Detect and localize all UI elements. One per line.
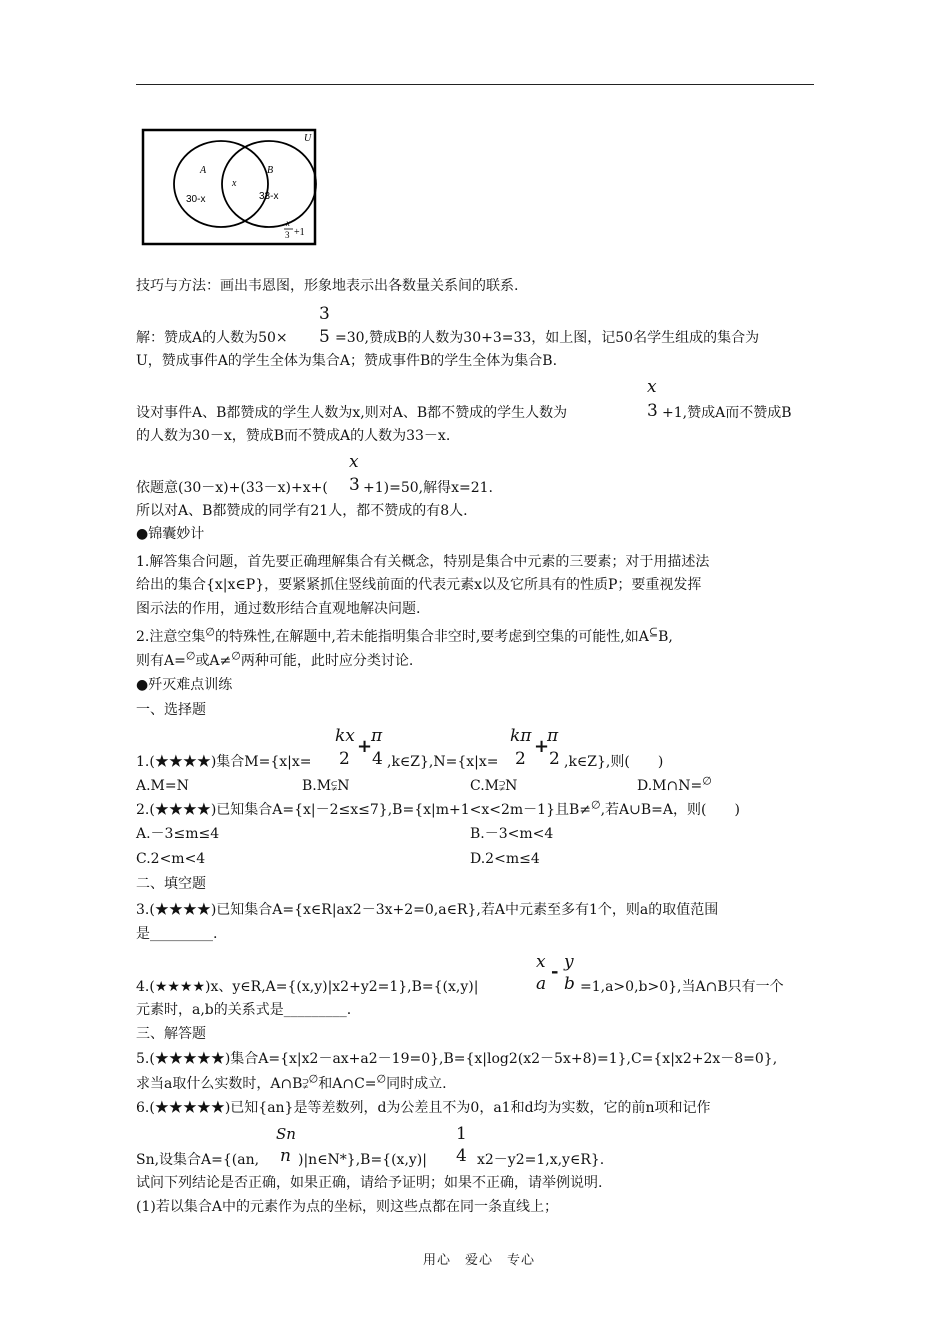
fraction-num: Sn	[276, 1125, 296, 1143]
header-rule	[136, 84, 814, 85]
section-tips: ●锦囊妙计	[136, 526, 205, 542]
question-4a: 4.(★★★★)x、y∈R,A={(x,y)|x2+y2=1},B={(x,y)|	[136, 979, 479, 995]
minus-sign: -	[551, 961, 559, 982]
question-6c: 试问下列结论是否正确，如果正确，请给予证明；如果不正确，请举例说明.	[136, 1175, 603, 1191]
fraction-den: 4	[456, 1146, 467, 1166]
solution-line-4: 的人数为30－x，赞成B而不赞成A的人数为33－x.	[136, 428, 451, 444]
fraction-den: b	[564, 974, 575, 994]
question-5a: 5.(★★★★★)集合A={x|x2－ax+a2－19=0},B={x|log2(x2－5x+8)=1},C={x|x2+2x－8=0},	[136, 1051, 778, 1067]
solution-line-3a: 设对事件A、B都赞成的学生人数为x,则对A、B都不赞成的学生人数为	[136, 405, 568, 421]
section-training: ●歼灭难点训练	[136, 677, 233, 693]
label-outside-num: x	[286, 218, 290, 228]
question-6b-2: )|n∈N*},B={(x,y)|	[298, 1152, 427, 1168]
solution-line-1a: 解：赞成A的人数为50×	[136, 330, 288, 346]
tip-line: 技巧与方法：画出韦恩图，形象地表示出各数量关系间的联系.	[136, 278, 519, 294]
q2-option-d: D.2<m≤4	[470, 851, 540, 867]
plus-sign: +	[357, 736, 373, 757]
solution-line-3b: +1,赞成A而不赞成B	[662, 405, 792, 421]
question-6b-1: Sn,设集合A={(an,	[136, 1152, 260, 1168]
solution-line-5a: 依题意(30－x)+(33－x)+x+(	[136, 480, 328, 496]
page-footer: 用心 爱心 专心	[423, 1253, 536, 1268]
fraction-den: n	[280, 1146, 291, 1166]
fraction-num: 3	[319, 304, 330, 324]
question-6b-3: x2－y2=1,x,y∈R}.	[477, 1152, 605, 1168]
q2-option-a: A.－3≤m≤4	[136, 826, 220, 842]
fraction-den: 2	[549, 749, 560, 769]
plus-sign: +	[534, 736, 550, 757]
label-b: B	[267, 165, 274, 176]
question-1a: 1.(★★★★)集合M={x|x=	[136, 754, 312, 770]
label-b-only: 33-x	[259, 191, 279, 202]
question-4c: 元素时，a,b的关系式是_________.	[136, 1002, 352, 1018]
solution-line-6: 所以对A、B都赞成的同学有21人，都不赞成的有8人.	[136, 503, 468, 519]
tip-1c: 图示法的作用，通过数形结合直观地解决问题.	[136, 601, 421, 617]
question-4b: =1,a>0,b>0},当A∩B只有一个	[580, 979, 784, 995]
fraction-num: x	[536, 952, 546, 972]
label-intersection: x	[232, 178, 237, 189]
fraction-num: x	[349, 452, 359, 472]
fraction-den: 5	[319, 327, 330, 347]
fraction-num: π	[547, 726, 559, 746]
q1-option-b: B.M⫋N	[302, 778, 350, 794]
question-3a: 3.(★★★★)已知集合A={x∈R|ax2－3x+2=0,a∈R},若A中元素至多有1个，则a的取值范围	[136, 902, 719, 918]
question-2: 2.(★★★★)已知集合A={x|－2≤x≤7},B={x|m+1<x<2m－1}且B≠∅,若A∪B=A，则( )	[136, 798, 740, 818]
set-a-circle	[174, 141, 268, 227]
fraction-den: 2	[339, 749, 350, 769]
fraction-num: π	[371, 726, 383, 746]
fraction-den: 2	[515, 749, 526, 769]
question-6d: (1)若以集合A中的元素作为点的坐标，则这些点都在同一条直线上；	[136, 1199, 558, 1215]
fraction-den: a	[536, 974, 547, 994]
fraction-num: kπ	[510, 726, 532, 746]
tip-2a: 2.注意空集∅的特殊性,在解题中,若未能指明集合非空时,要考虑到空集的可能性,如A⊆B,	[136, 625, 673, 645]
fraction-num: x	[647, 377, 657, 397]
q2-option-b: B.－3<m<4	[470, 826, 554, 842]
question-5b: 求当a取什么实数时，A∩B⫌∅和A∩C=∅同时成立.	[136, 1072, 447, 1092]
venn-diagram	[141, 128, 317, 246]
q1-option-d: D.M∩N=∅	[637, 774, 712, 794]
tip-2b: 则有A=∅或A≠∅两种可能，此时应分类讨论.	[136, 649, 414, 669]
q1-option-a: A.M=N	[136, 778, 189, 794]
label-outside-den: 3	[285, 230, 290, 240]
question-3b: 是_________.	[136, 926, 218, 942]
solution-line-5b: +1)=50,解得x=21.	[363, 480, 493, 496]
q2-option-c: C.2<m<4	[136, 851, 206, 867]
solution-line-1b: =30,赞成B的人数为30+3=33，如上图，记50名学生组成的集合为	[335, 330, 760, 346]
fraction-num: kx	[335, 726, 355, 746]
q1-option-c: C.M⫌N	[470, 778, 518, 794]
question-6a: 6.(★★★★★)已知{an}是等差数列，d为公差且不为0，a1和d均为实数，它的前n项和记作	[136, 1100, 711, 1116]
fraction-den: 3	[349, 475, 360, 495]
question-1c: ,k∈Z},则( )	[564, 754, 664, 770]
solution-line-2: U，赞成事件A的学生全体为集合A；赞成事件B的学生全体为集合B.	[136, 353, 558, 369]
label-outside-rest: +1	[294, 227, 305, 238]
label-a-only: 30-x	[186, 194, 206, 205]
section-solve: 三、解答题	[136, 1026, 206, 1042]
tip-1b: 给出的集合{x|x∈P}，要紧紧抓住竖线前面的代表元素x以及它所具有的性质P；要重视发挥	[136, 577, 702, 593]
fraction-num: y	[564, 952, 574, 972]
fraction-num: 1	[456, 1124, 467, 1144]
fraction-den: 4	[372, 749, 383, 769]
question-1b: ,k∈Z},N={x|x=	[387, 754, 499, 770]
label-u: U	[304, 133, 312, 144]
label-a: A	[200, 165, 207, 176]
fraction-den: 3	[647, 401, 658, 421]
section-choice: 一、选择题	[136, 702, 206, 718]
tip-1a: 1.解答集合问题，首先要正确理解集合有关概念，特别是集合中元素的三要素；对于用描述法	[136, 554, 710, 570]
section-fill: 二、填空题	[136, 876, 206, 892]
